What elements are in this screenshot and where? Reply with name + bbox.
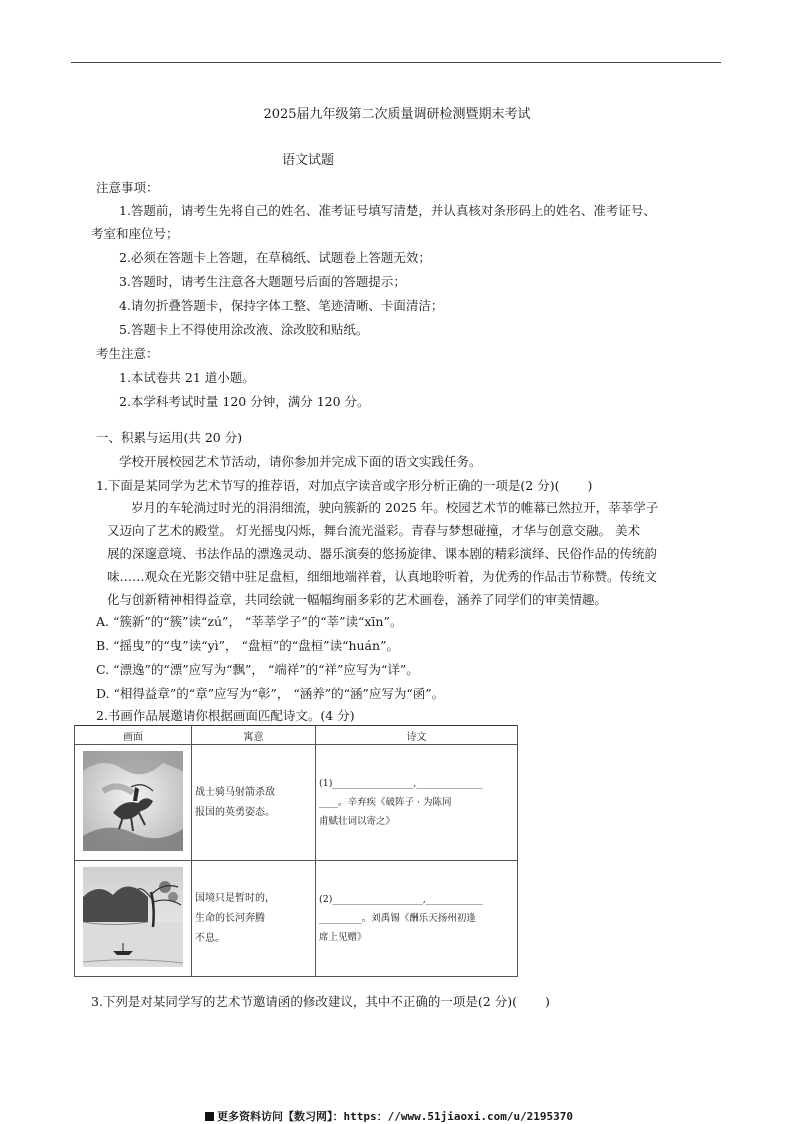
meaning-2-line-1: 国境只是暂时的， [195,892,275,904]
exam-title: 2025届九年级第二次质量调研检测暨期末考试 [263,107,531,122]
candidate-notice-heading: 考生注意： [96,346,159,361]
passage-line-5: 化与创新精神相得益章，共同绘就一幅幅绚丽多彩的艺术画卷，涵养了同学们的审美情趣。 [107,592,608,607]
question-3-stem [91,992,550,1010]
question-1-stem [96,476,592,494]
notice-item-1-cont: 考室和座位号； [91,226,179,241]
meaning-1-line-2: 报国的英勇姿态。 [195,806,275,818]
header-meaning: 寓意 [192,726,316,745]
question-1-paren-close: ) [587,478,593,493]
header-rule [71,62,721,63]
notice-item-2: 2.必须在答题卡上答题，在草稿纸、试题卷上答题无效； [119,250,431,265]
option-c: C. “漂逸”的“漂”应写为“飘”， “端祥”的“祥”应写为“详”。 [96,662,419,677]
notice-item-5: 5.答题卡上不得使用涂改液、涂改胶和贴纸。 [119,322,369,337]
footer-link[interactable] [205,1108,573,1124]
passage-line-2: 又迈向了艺术的殿堂。 灯光摇曳闪烁，舞台流光溢彩。青春与梦想碰撞，才华与创意交融。 美术 [107,523,640,538]
candidate-notice-item-2: 2.本学科考试时量 120 分钟，满分 120 分。 [119,394,370,409]
table-header-row [75,726,518,745]
poem-2-line-1: (2)___________________,____________ [319,894,483,905]
meaning-2-line-2: 生命的长河奔腾 [195,912,265,924]
meaning-2-cell [192,861,316,977]
footer-text: 更多资料访问【数习网】：https：//www.51jiaoxi.com/u/2195370 [217,1110,574,1123]
option-d: D. “相得益章”的“章”应写为“彰”， “涵养”的“涵”应写为“函”。 [96,686,445,701]
flag-icon [205,1112,214,1121]
notice-item-3: 3.答题时，请考生注意各大题题号后面的答题提示； [119,274,406,289]
option-a: A. “簇新”的“簇”读“zú”， “莘莘学子”的“莘”读“xīn”。 [96,614,403,629]
passage-line-4: 味……观众在光影交错中驻足盘桓，细细地端祥着，认真地聆听着，为优秀的作品击节称赞。传统文 [107,569,658,584]
poem-1-line-3: 甫赋壮词以寄之》 [319,816,396,827]
meaning-2-line-3: 不息。 [195,932,225,944]
boat-river-painting-image [83,867,183,967]
poem-2-line-3: 席上见赠》 [319,932,367,943]
section-intro: 学校开展校园艺术节活动，请你参加并完成下面的语文实践任务。 [119,454,482,469]
meaning-1-cell [192,745,316,861]
painting-1-cell [75,745,192,861]
question-1-text: 1.下面是某同学为艺术节写的推荐语，对加点字读音或字形分析正确的一项是(2 分)( [96,478,560,493]
painting-2-cell [75,861,192,977]
header-poem: 诗文 [316,726,518,745]
notice-item-1: 1.答题前，请考生先将自己的姓名、准考证号填写清楚，并认真核对条形码上的姓名、准考证号、 [119,203,656,218]
question-3-text: 3.下列是对某同学写的艺术节邀请函的修改建议，其中不正确的一项是(2 分)( [91,994,517,1009]
section-heading: 一、积累与运用(共 20 分) [96,430,243,445]
question-2-stem: 2.书画作品展邀请你根据画面匹配诗文。(4 分) [96,708,355,723]
option-b: B. “摇曳”的“曳”读“yì”， “盘桓”的“盘桓”读“huán”。 [96,638,399,653]
header-picture: 画面 [75,726,192,745]
poem-1-cell [316,745,518,861]
poem-1-line-1: (1)_________________,______________ [319,778,483,789]
subject-title: 语文试题 [282,153,335,168]
table-row [75,745,518,861]
meaning-1-line-1: 战士骑马射箭杀敌 [195,786,275,798]
table-row [75,861,518,977]
warrior-painting-image [83,751,183,851]
poem-2-line-2: _________。刘禹锡《酬乐天扬州初逢 [319,913,476,924]
notice-heading: 注意事项： [96,180,159,195]
passage-line-1: 岁月的车轮淌过时光的涓涓细流，驶向簇新的 2025 年。校园艺术节的帷幕已然拉开，莘莘学子 [131,500,659,515]
poem-1-line-2: ____。辛弃疾《破阵子 · 为陈同 [319,797,452,808]
passage-line-3: 展的深邃意境、书法作品的漂逸灵动、器乐演奏的悠扬旋律、课本剧的精彩演绎、民俗作品的传统韵 [107,546,658,561]
poem-2-cell [316,861,518,977]
candidate-notice-item-1: 1.本试卷共 21 道小题。 [119,370,255,385]
painting-poem-table [74,725,518,977]
question-3-paren-close: ) [544,994,550,1009]
notice-item-4: 4.请勿折叠答题卡，保持字体工整、笔迹清晰、卡面清洁； [119,298,444,313]
